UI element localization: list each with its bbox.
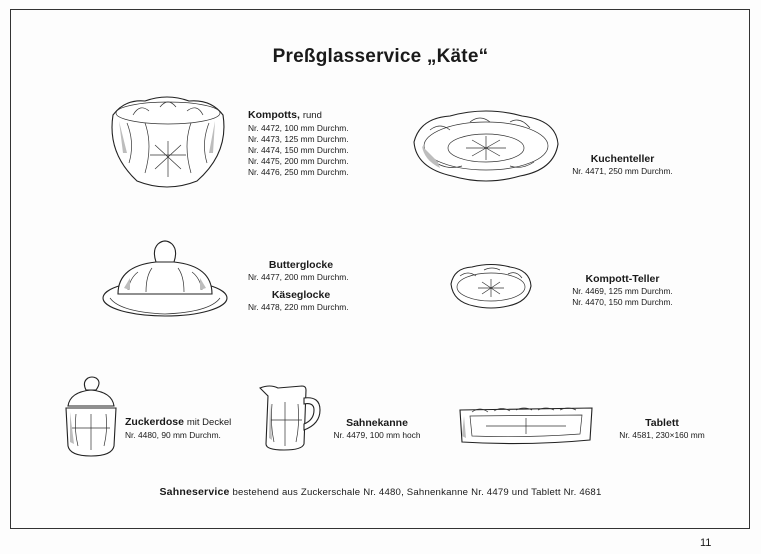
glocke-text: [248, 258, 354, 313]
kompotts-line: Nr. 4475, 200 mm Durchm.: [248, 156, 349, 166]
kompotts-qualifier: rund: [302, 110, 322, 121]
kompott-teller-name: Kompott-Teller: [585, 273, 660, 285]
zuckerdose-line: Nr. 4480, 90 mm Durchm.: [125, 430, 221, 440]
sahnekanne-name: Sahnekanne: [346, 417, 408, 429]
butterglocke-line: Nr. 4477, 200 mm Durchm.: [248, 272, 349, 282]
tablett-text: [598, 416, 726, 441]
kompott-bowl-illustration: [105, 93, 230, 193]
butterglocke-illustration: [100, 238, 230, 320]
tablett-name: Tablett: [645, 417, 679, 429]
butterglocke-name: Butterglocke: [268, 259, 334, 271]
zuckerdose-qualifier: mit Deckel: [186, 417, 232, 428]
zuckerdose-text: [125, 415, 231, 441]
kompott-teller-line: Nr. 4470, 150 mm Durchm.: [572, 297, 673, 307]
tablett-illustration: [456, 404, 596, 446]
page-title: Preßglasservice „Käte“: [272, 46, 489, 67]
kompott-teller-illustration: [448, 262, 534, 310]
kompott-teller-line: Nr. 4469, 125 mm Durchm.: [572, 286, 673, 296]
sahnekanne-text: [322, 416, 432, 441]
sahnekanne-illustration: [258, 380, 324, 452]
kuchenteller-illustration: [410, 108, 562, 184]
zuckerdose-name: Zuckerdose: [125, 416, 184, 428]
kompotts-text: [248, 108, 349, 178]
footer-text: bestehend aus Zuckerschale Nr. 4480, Sahnenkanne Nr. 4479 und Tablett Nr. 4681: [232, 487, 602, 498]
tablett-line: Nr. 4581, 230×160 mm: [619, 430, 705, 440]
kuchenteller-text: [565, 152, 680, 177]
footer-note: [0, 486, 761, 498]
kompotts-line: Nr. 4473, 125 mm Durchm.: [248, 134, 349, 144]
page-number: 11: [700, 537, 712, 549]
sahnekanne-line: Nr. 4479, 100 mm hoch: [333, 430, 421, 440]
kompotts-line: Nr. 4472, 100 mm Durchm.: [248, 123, 349, 133]
kompotts-line: Nr. 4476, 250 mm Durchm.: [248, 167, 349, 177]
kompotts-name: Kompotts,: [248, 109, 300, 121]
kuchenteller-line: Nr. 4471, 250 mm Durchm.: [572, 166, 673, 176]
kompotts-line: Nr. 4474, 150 mm Durchm.: [248, 145, 349, 155]
kompott-teller-text: [565, 272, 680, 308]
kuchenteller-name: Kuchenteller: [590, 153, 655, 165]
kaeseglocke-line: Nr. 4478, 220 mm Durchm.: [248, 302, 349, 312]
footer-bold: Sahneservice: [159, 486, 230, 498]
zuckerdose-illustration: [62, 376, 120, 458]
kaeseglocke-name: Käseglocke: [271, 289, 331, 301]
